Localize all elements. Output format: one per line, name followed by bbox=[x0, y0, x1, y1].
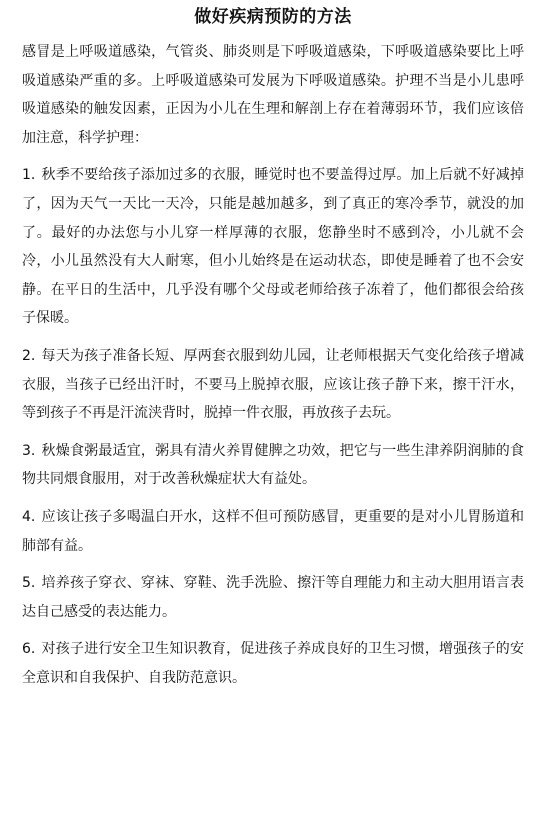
item-number: 2. bbox=[22, 347, 36, 364]
item-text: 每天为孩子准备长短、厚两套衣服到幼儿园，让老师根据天气变化给孩子增减衣服，当孩子已经出汗时，不要马上脱掉衣服，应该让孩子静下来，擦干汗水，等到孩子不再是汗流浃背时，脱掉一件衣服，再放孩子去玩。 bbox=[22, 347, 524, 422]
list-item bbox=[22, 569, 524, 626]
list-item bbox=[22, 161, 524, 333]
list-item bbox=[22, 342, 524, 428]
document-title: 做好疾病预防的方法 bbox=[194, 7, 352, 27]
item-number: 4. bbox=[22, 508, 36, 525]
item-text: 应该让孩子多喝温白开水，这样不但可预防感冒，更重要的是对小儿胃肠道和肺部有益。 bbox=[22, 508, 524, 554]
item-text: 秋燥食粥最适宜，粥具有清火养胃健脾之功效，把它与一些生津养阴润肺的食物共同煨食服用，对于改善秋燥症状大有益处。 bbox=[22, 442, 524, 488]
item-number: 1. bbox=[22, 167, 36, 184]
list-item bbox=[22, 503, 524, 560]
list-item bbox=[22, 437, 524, 494]
item-number: 6. bbox=[22, 641, 36, 658]
intro-paragraph: 感冒是上呼吸道感染，气管炎、肺炎则是下呼吸道感染，下呼吸道感染要比上呼吸道感染严重的多。上呼吸道感染可发展为下呼吸道感染。护理不当是小儿患呼吸道感染的触发因素，正因为小儿在生理和解剖上存在着薄弱环节，我们应该倍加注意，科学护理： bbox=[22, 44, 524, 146]
item-number: 5. bbox=[22, 575, 36, 592]
list-item bbox=[22, 635, 524, 692]
item-text: 秋季不要给孩子添加过多的衣服，睡觉时也不要盖得过厚。加上后就不好减掉了，因为天气一天比一天冷，只能是越加越多，到了真正的寒冷季节，就没的加了。最好的办法您与小儿穿一样厚薄的衣服，您静坐时不感到冷，小儿就不会冷，小儿虽然没有大人耐寒，但小儿始终是在运动状态，即使是睡着了也不会安静。在平日的生活中，几乎没有哪个父母或老师给孩子冻着了，他们都很会给孩子保暖。 bbox=[22, 167, 524, 327]
item-text: 对孩子进行安全卫生知识教育，促进孩子养成良好的卫生习惯，增强孩子的安全意识和自我保护、自我防范意识。 bbox=[22, 641, 524, 686]
item-number: 3. bbox=[22, 442, 36, 459]
item-text: 培养孩子穿衣、穿袜、穿鞋、洗手洗脸、擦汗等自理能力和主动大胆用语言表达自己感受的表达能力。 bbox=[22, 575, 524, 620]
